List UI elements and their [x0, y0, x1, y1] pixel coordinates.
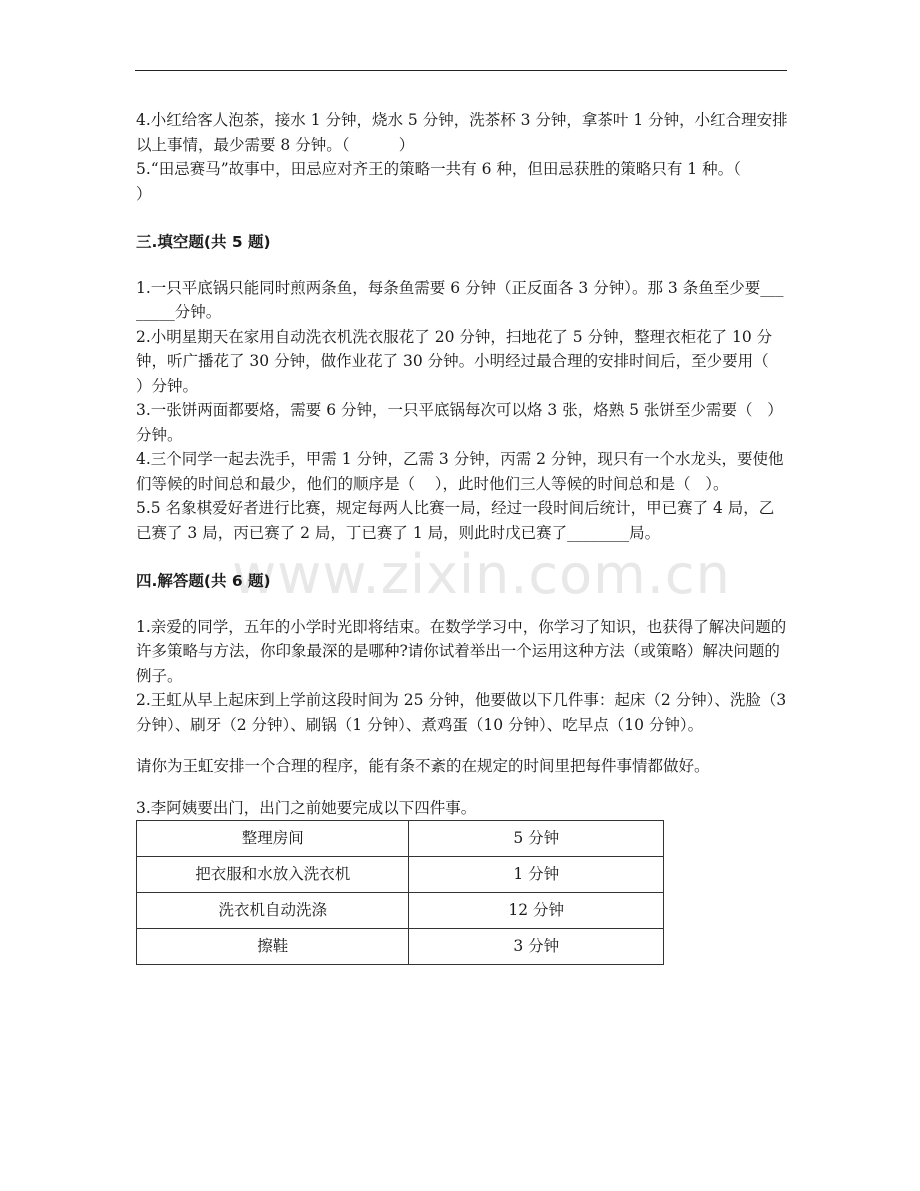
task-table: [136, 820, 664, 965]
task-name: 把衣服和水放入洗衣机: [137, 857, 409, 893]
document-body: [136, 108, 792, 965]
fill-item-3: 3.一张饼两面都要烙，需要 6 分钟，一只平底锅每次可以烙 3 张，烙熟 5 张饼至少需要（ ）分钟。: [136, 401, 783, 444]
watermark: www.zixin.com.cn: [232, 543, 731, 606]
fill-item-1: 1.一只平底锅只能同时煎两条鱼，每条鱼需要 6 分钟（正反面各 3 分钟）。那 3 条鱼至少要________分钟。: [136, 278, 784, 321]
answer-item-2: 2.王虹从早上起床到上学前这段时间为 25 分钟，他要做以下几件事：起床（2 分钟）、洗脸（3 分钟）、刷牙（2 分钟）、刷锅（1 分钟）、煮鸡蛋（10 分钟）、吃早点（10 分钟）。: [136, 691, 792, 734]
fill-item-5: 5.5 名象棋爱好者进行比赛，规定每两人比赛一局，经过一段时间后统计，甲已赛了 4 局，乙已赛了 3 局，丙已赛了 2 局，丁已赛了 1 局，则此时戊已赛了________局。: [136, 499, 775, 542]
judgment-item-5: 5.“田忌赛马”故事中，田忌应对齐王的策略一共有 6 种，但田忌获胜的策略只有 1 种。（ ）: [136, 160, 791, 203]
table-row: [137, 929, 664, 965]
answer-item-3: 3.李阿姨要出门，出门之前她要完成以下四件事。: [136, 798, 477, 817]
task-duration: 3 分钟: [409, 929, 664, 965]
table-row: [137, 821, 664, 857]
fill-section-heading: 三.填空题(共 5 题): [136, 233, 271, 251]
answer-item-2-note: 请你为王虹安排一个合理的程序，能有条不紊的在规定的时间里把每件事情都做好。: [136, 757, 710, 775]
task-name: 整理房间: [137, 821, 409, 857]
fill-item-2: 2.小明星期天在家用自动洗衣机洗衣服花了 20 分钟，扫地花了 5 分钟，整理衣柜花了 10 分钟，听广播花了 30 分钟，做作业花了 30 分钟。小明经过最合理的安排时间后，至少要用（ ）分钟。: [136, 327, 784, 395]
table-row: [137, 893, 664, 929]
answer-section-heading: 四.解答题(共 6 题): [136, 572, 271, 590]
fill-item-4: 4.三个同学一起去洗手，甲需 1 分钟，乙需 3 分钟，丙需 2 分钟，现只有一个水龙头，要使他们等候的时间总和最少，他们的顺序是（ ），此时他们三人等候的时间总和是（ ）。: [136, 450, 784, 493]
table-row: [137, 857, 664, 893]
task-duration: 1 分钟: [409, 857, 664, 893]
header-rule: [135, 70, 787, 71]
task-duration: 5 分钟: [409, 821, 664, 857]
task-name: 擦鞋: [137, 929, 409, 965]
task-duration: 12 分钟: [409, 893, 664, 929]
answer-item-1: 1.亲爱的同学，五年的小学时光即将结束。在数学学习中，你学习了知识，也获得了解决问题的许多策略与方法，你印象最深的是哪种?请你试着举出一个运用这种方法（或策略）解决问题的例子。: [136, 617, 787, 685]
task-name: 洗衣机自动洗涤: [137, 893, 409, 929]
judgment-item-4: 4.小红给客人泡茶，接水 1 分钟，烧水 5 分钟，洗茶杯 3 分钟，拿茶叶 1 分钟，小红合理安排以上事情，最少需要 8 分钟。（ ）: [136, 111, 788, 154]
